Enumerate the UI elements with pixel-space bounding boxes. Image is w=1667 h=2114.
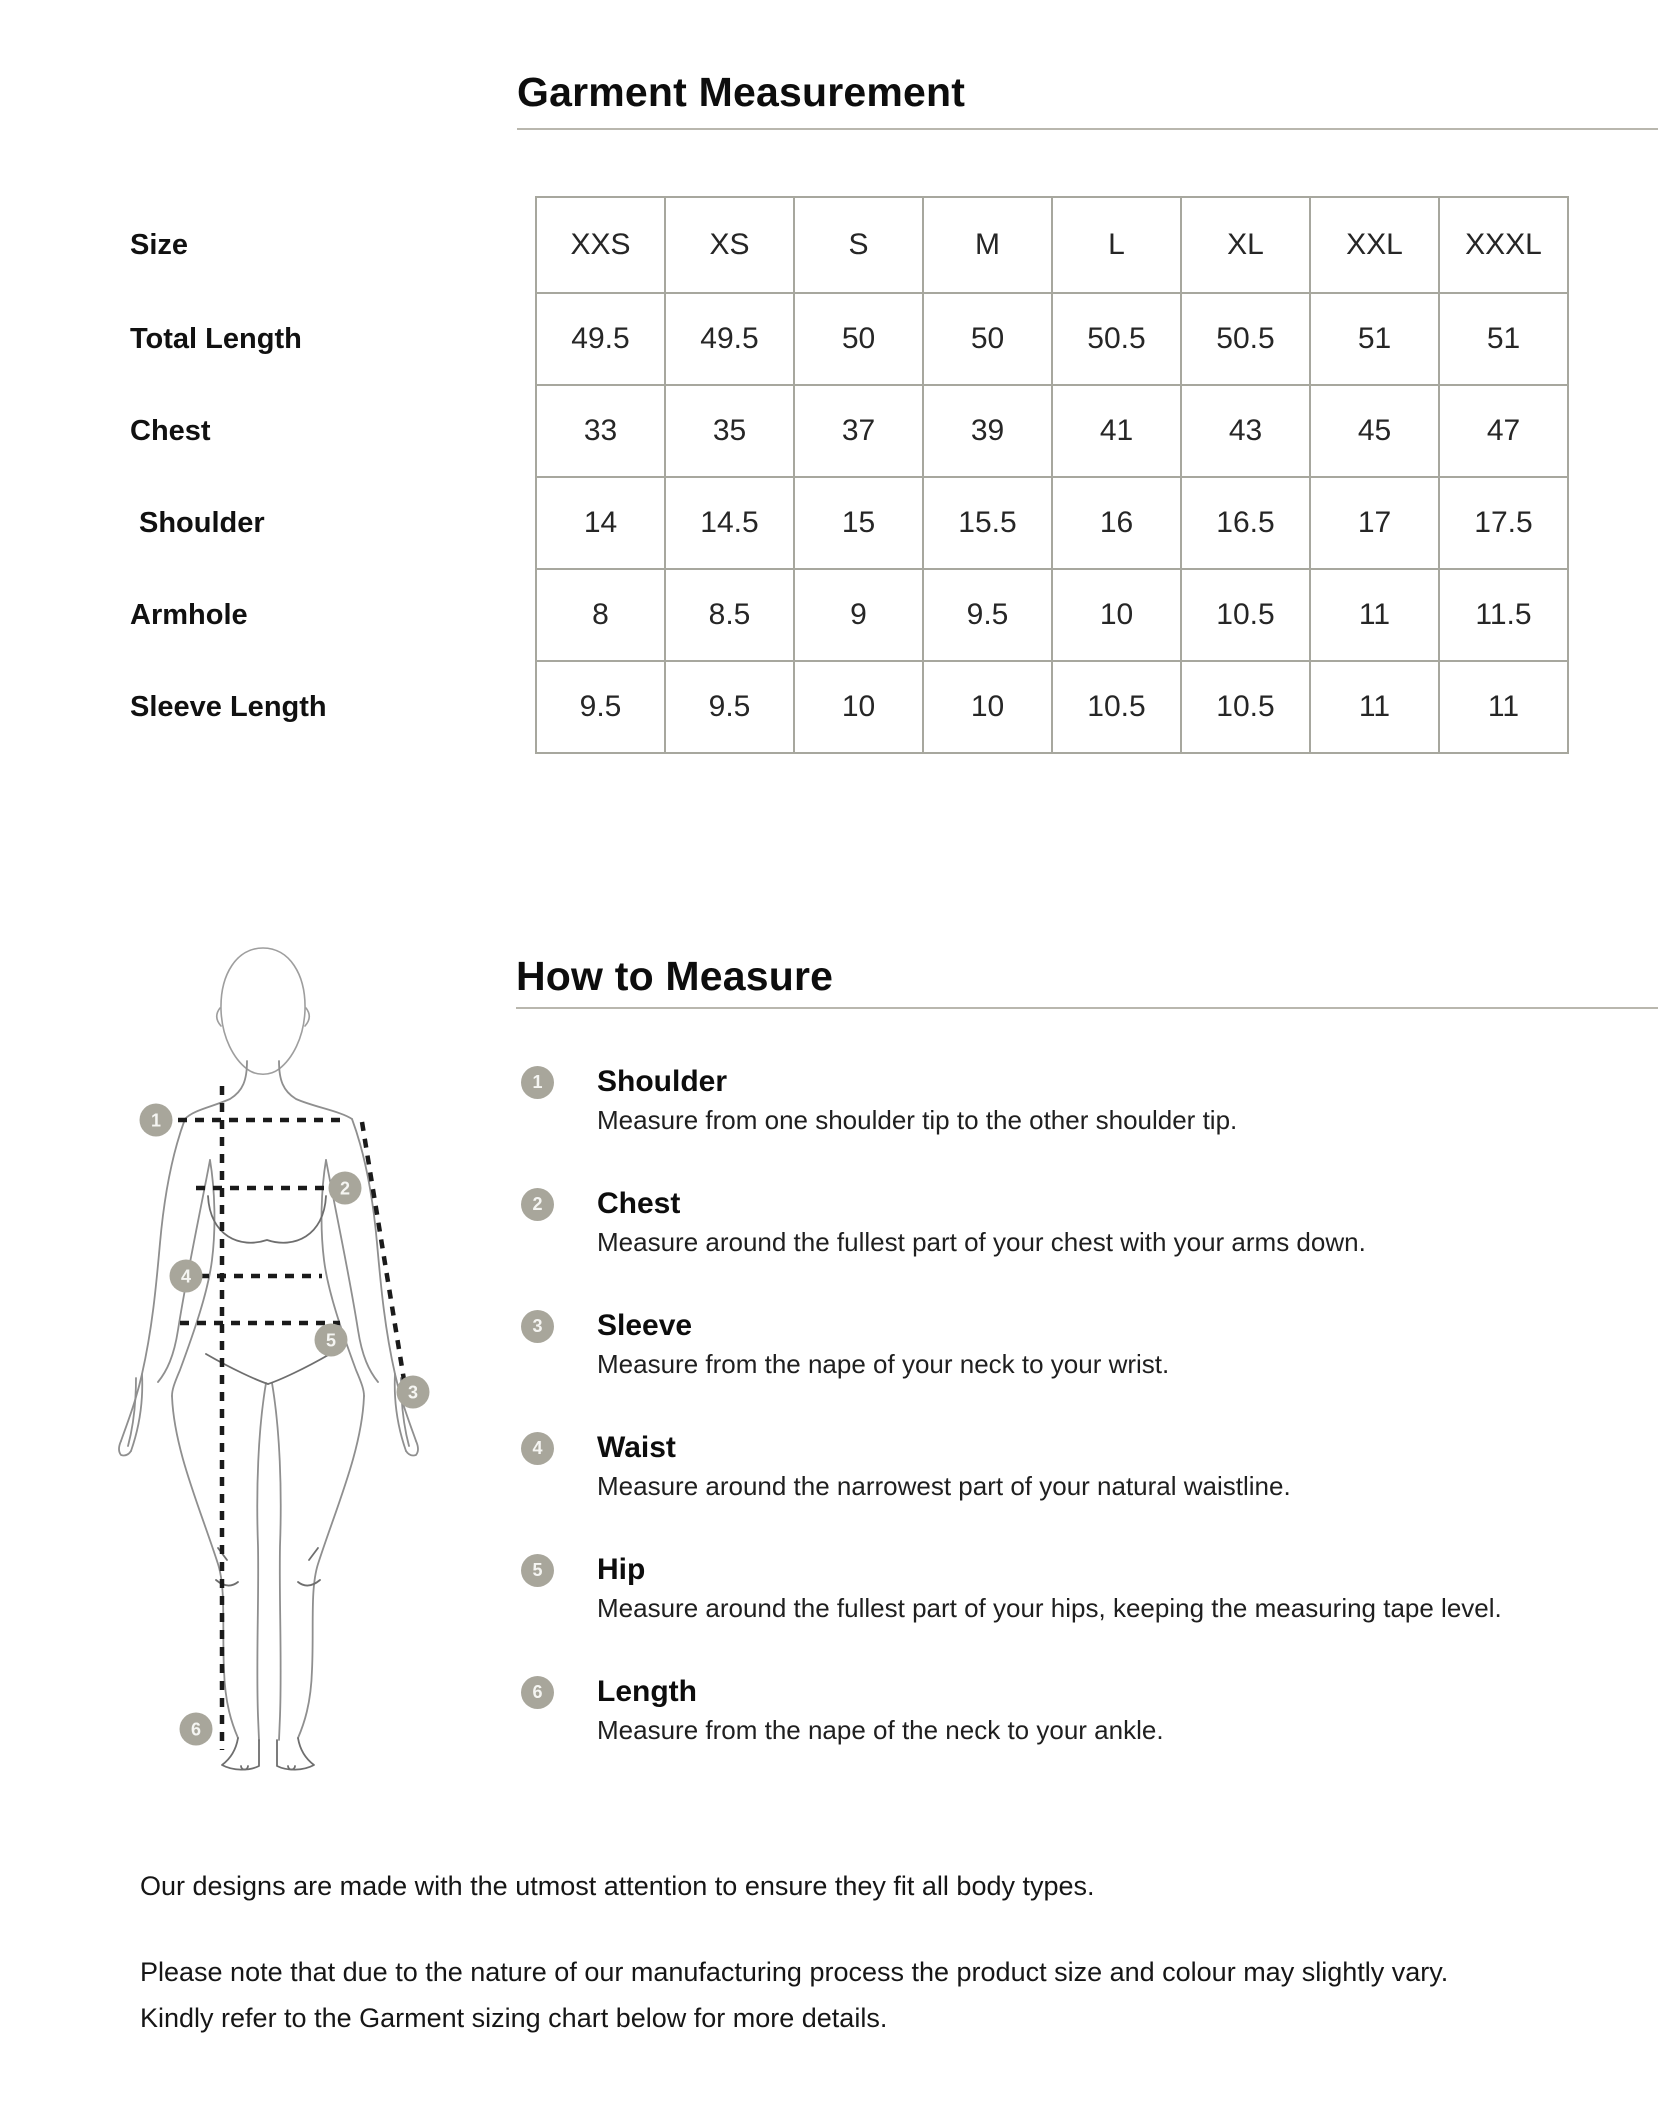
- item-number-badge: 3: [521, 1310, 554, 1343]
- table-row-sleeve-length: [130, 661, 1568, 753]
- item-number-badge: 6: [521, 1676, 554, 1709]
- size-cell: 9: [794, 569, 923, 661]
- size-col-header: XS: [665, 197, 794, 293]
- size-cell: 10: [794, 661, 923, 753]
- row-label-size: Size: [130, 228, 189, 261]
- item-title: Hip: [597, 1553, 646, 1586]
- size-cell: 10.5: [1052, 661, 1181, 753]
- item-number-badge: 1: [521, 1066, 554, 1099]
- size-cell: 8: [536, 569, 665, 661]
- fit-note: Our designs are made with the utmost attention to ensure they fit all body types.: [140, 1871, 1095, 1901]
- size-cell: 9.5: [536, 661, 665, 753]
- size-col-header: XXL: [1310, 197, 1439, 293]
- size-cell: 14.5: [665, 477, 794, 569]
- size-cell: 39: [923, 385, 1052, 477]
- measure-item-shoulder: [521, 1064, 1667, 1186]
- item-body: [597, 1186, 1366, 1259]
- item-number-badge: 2: [521, 1188, 554, 1221]
- size-cell: 15: [794, 477, 923, 569]
- svg-text:6: 6: [190, 1719, 202, 1740]
- item-body: [597, 1552, 1502, 1625]
- size-cell: 11: [1310, 661, 1439, 753]
- size-cell: 43: [1181, 385, 1310, 477]
- figure-body-outline: [119, 1061, 418, 1740]
- body-figure-illustration: [100, 928, 460, 1788]
- table-row-armhole: [130, 569, 1568, 661]
- item-description: Measure around the fullest part of your hips, keeping the measuring tape level.: [597, 1593, 1502, 1623]
- size-cell: 17: [1310, 477, 1439, 569]
- item-description: Measure from the nape of your neck to your wrist.: [597, 1349, 1170, 1379]
- figure-badge-5: [315, 1324, 348, 1357]
- how-title-rule: [516, 1007, 1658, 1009]
- size-cell: 11: [1439, 661, 1568, 753]
- size-cell: 50: [923, 293, 1052, 385]
- size-cell: 10: [923, 661, 1052, 753]
- measure-item-hip: [521, 1552, 1667, 1674]
- row-label: Shoulder: [139, 506, 265, 539]
- size-cell: 45: [1310, 385, 1439, 477]
- size-cell: 50.5: [1052, 293, 1181, 385]
- item-title: Shoulder: [597, 1065, 728, 1098]
- size-cell: 47: [1439, 385, 1568, 477]
- size-cell: 49.5: [665, 293, 794, 385]
- size-col-header: XXXL: [1439, 197, 1568, 293]
- size-table: [130, 196, 1569, 754]
- row-label: Chest: [130, 414, 211, 447]
- size-col-header: S: [794, 197, 923, 293]
- item-description: Measure around the fullest part of your chest with your arms down.: [597, 1227, 1366, 1257]
- svg-text:1: 1: [150, 1110, 162, 1131]
- item-number-badge: 5: [521, 1554, 554, 1587]
- size-cell: 35: [665, 385, 794, 477]
- table-row-total-length: [130, 293, 1568, 385]
- size-cell: 10.5: [1181, 569, 1310, 661]
- manufacturing-note: [140, 1949, 1448, 2041]
- svg-text:3: 3: [407, 1382, 419, 1403]
- svg-text:2: 2: [339, 1178, 351, 1199]
- item-description: Measure from one shoulder tip to the other shoulder tip.: [597, 1105, 1238, 1135]
- figure-head-outline: [217, 948, 310, 1074]
- row-label: Armhole: [130, 598, 248, 631]
- size-cell: 51: [1310, 293, 1439, 385]
- item-title: Sleeve: [597, 1309, 693, 1342]
- item-body: [597, 1308, 1169, 1381]
- item-body: [597, 1674, 1164, 1747]
- size-cell: 41: [1052, 385, 1181, 477]
- size-cell: 50.5: [1181, 293, 1310, 385]
- size-cell: 16.5: [1181, 477, 1310, 569]
- size-cell: 10.5: [1181, 661, 1310, 753]
- item-title: Length: [597, 1675, 697, 1708]
- size-cell: 50: [794, 293, 923, 385]
- measure-item-length: [521, 1674, 1667, 1796]
- figure-badge-6: [180, 1713, 213, 1746]
- item-number-badge: 4: [521, 1432, 554, 1465]
- figure-badge-1: [140, 1104, 173, 1137]
- svg-text:5: 5: [325, 1330, 337, 1351]
- manufacturing-note-line1: Please note that due to the nature of our manufacturing process the product size and colour may slightly vary.: [140, 1957, 1449, 1987]
- item-title: Waist: [597, 1431, 676, 1464]
- item-body: [597, 1430, 1291, 1503]
- figure-badges: [140, 1104, 430, 1746]
- size-cell: 51: [1439, 293, 1568, 385]
- how-to-measure-title: How to Measure: [516, 953, 834, 999]
- size-cell: 16: [1052, 477, 1181, 569]
- garment-measurement-title: Garment Measurement: [517, 69, 966, 115]
- manufacturing-note-line2: Kindly refer to the Garment sizing chart below for more details.: [140, 2003, 888, 2033]
- measure-item-sleeve: [521, 1308, 1667, 1430]
- size-col-header: XL: [1181, 197, 1310, 293]
- item-description: Measure around the narrowest part of your natural waistline.: [597, 1471, 1291, 1501]
- size-table-header-row: [130, 197, 1568, 293]
- size-cell: 8.5: [665, 569, 794, 661]
- svg-text:4: 4: [180, 1266, 192, 1287]
- size-cell: 11.5: [1439, 569, 1568, 661]
- size-cell: 37: [794, 385, 923, 477]
- figure-badge-3: [397, 1376, 430, 1409]
- table-row-shoulder: [130, 477, 1568, 569]
- figure-badge-2: [329, 1172, 362, 1205]
- size-cell: 11: [1310, 569, 1439, 661]
- size-cell: 49.5: [536, 293, 665, 385]
- size-cell: 9.5: [923, 569, 1052, 661]
- item-title: Chest: [597, 1187, 681, 1220]
- sleeve-dashed-line: [362, 1122, 404, 1380]
- measure-item-chest: [521, 1186, 1667, 1308]
- size-cell: 17.5: [1439, 477, 1568, 569]
- size-cell: 33: [536, 385, 665, 477]
- size-cell: 10: [1052, 569, 1181, 661]
- row-label: Total Length: [130, 322, 302, 355]
- size-cell: 14: [536, 477, 665, 569]
- size-col-header: L: [1052, 197, 1181, 293]
- row-label: Sleeve Length: [130, 690, 327, 723]
- item-description: Measure from the nape of the neck to your ankle.: [597, 1715, 1164, 1745]
- size-col-header: XXS: [536, 197, 665, 293]
- how-to-measure-list: [521, 1064, 1667, 1796]
- size-col-header: M: [923, 197, 1052, 293]
- garment-title-rule: [517, 128, 1658, 130]
- measure-item-waist: [521, 1430, 1667, 1552]
- size-cell: 15.5: [923, 477, 1052, 569]
- figure-badge-4: [170, 1260, 203, 1293]
- item-body: [597, 1064, 1237, 1137]
- table-row-chest: [130, 385, 1568, 477]
- size-cell: 9.5: [665, 661, 794, 753]
